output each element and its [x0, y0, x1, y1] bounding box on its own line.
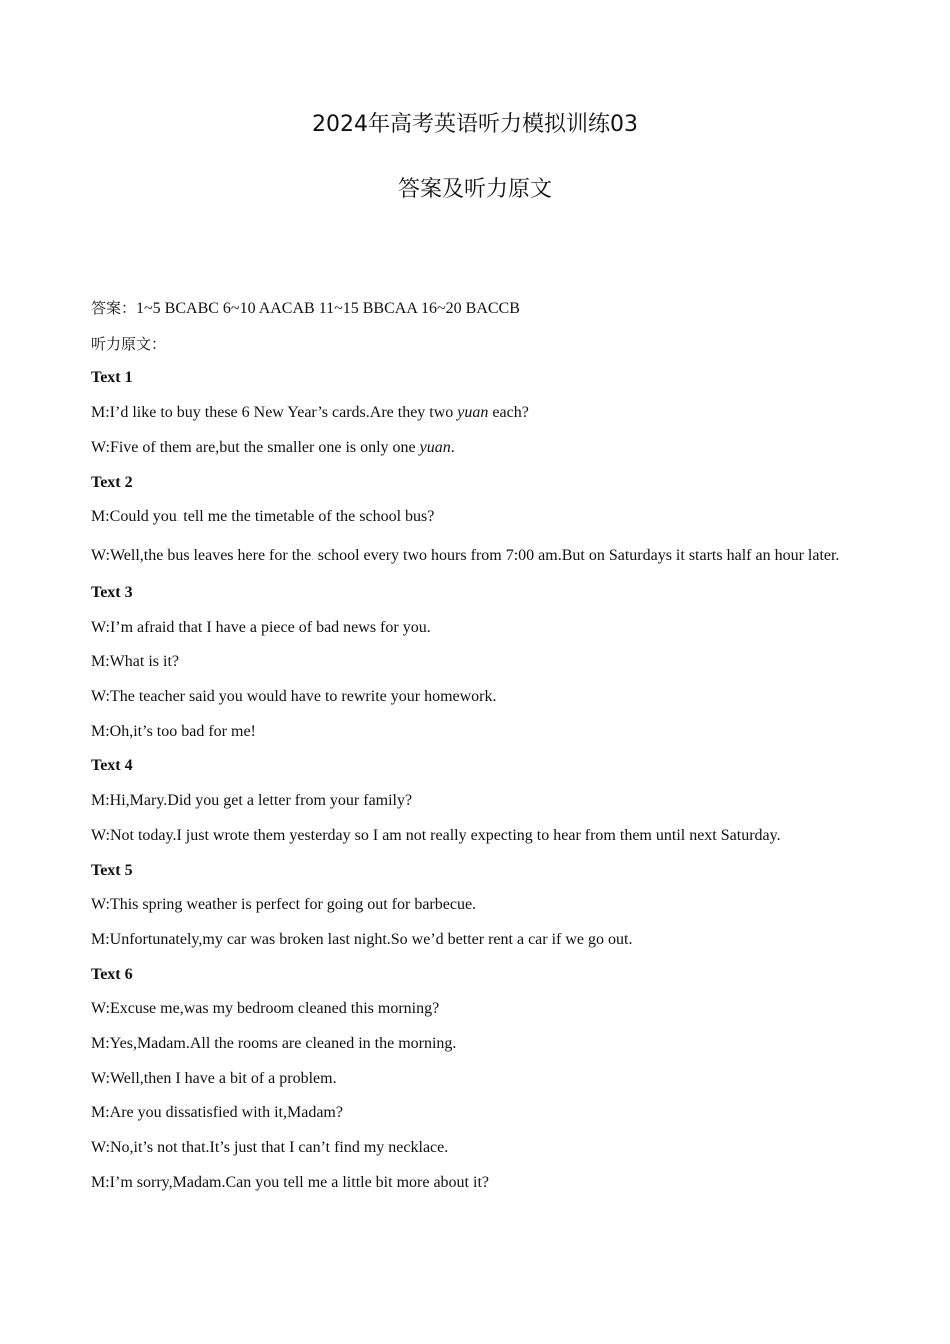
dialogue-line: W:No,it’s not that.It’s just that I can’t find my necklace. [91, 1139, 449, 1157]
dialogue-line: W:Excuse me,was my bedroom cleaned this morning? [91, 1000, 440, 1018]
section-heading: Text 5 [91, 861, 133, 879]
section-heading: Text 3 [91, 583, 133, 601]
dialogue-line: M:What is it? [91, 653, 179, 671]
transcript-label: 听力原文： [91, 334, 167, 353]
answers-value: 1~5 BCABC 6~10 AACAB 11~15 BBCAA 16~20 BACCB [136, 300, 520, 317]
dialogue-line: W:The teacher said you would have to rewrite your homework. [91, 688, 497, 706]
dialogue-line: W:Not today.I just wrote them yesterday so I am not really expecting to hear from them until next Saturday. [91, 826, 781, 844]
dialogue-line: M:Are you dissatisfied with it,Madam? [91, 1104, 343, 1122]
dialogue-line: M:Could you. tell me the timetable of the school bus? [91, 508, 435, 526]
section-heading: Text 6 [91, 965, 133, 983]
dialogue-line: W:Well,the bus leaves here for the. school every two hours from 7:00 am.But on Saturdays it starts half an hour later. [91, 546, 840, 564]
dialogue-line: M:Yes,Madam.All the rooms are cleaned in the morning. [91, 1035, 457, 1053]
edit-mark: . [176, 513, 180, 525]
dialogue-line: M:I’m sorry,Madam.Can you tell me a little bit more about it? [91, 1173, 489, 1191]
answers-line [91, 291, 859, 327]
document-title: 2024年高考英语听力模拟训练03 [312, 112, 638, 137]
edit-mark: . [311, 551, 314, 563]
dialogue-line: M:Oh,it’s too bad for me! [91, 722, 256, 740]
dialogue-line: M:Hi,Mary.Did you get a letter from your family? [91, 792, 413, 810]
dialogue-line: W:This spring weather is perfect for going out for barbecue. [91, 896, 477, 914]
section-heading: Text 2 [91, 473, 133, 491]
dialogue-line: M:I’d like to buy these 6 New Year’s cards.Are they two yuan each? [91, 404, 529, 422]
dialogue-line: M:Unfortunately,my car was broken last night.So we’d better rent a car if we go out. [91, 930, 633, 948]
document-subtitle: 答案及听力原文 [397, 177, 552, 202]
dialogue-line: W:I’m afraid that I have a piece of bad news for you. [91, 618, 431, 636]
section-heading: Text 1 [91, 369, 133, 387]
answers-label: 答案： [91, 299, 137, 317]
document-body [91, 291, 859, 1201]
dialogue-line: W:Five of them are,but the smaller one is only one yuan. [91, 438, 455, 456]
section-heading: Text 4 [91, 757, 133, 775]
dialogue-line: W:Well,then I have a bit of a problem. [91, 1069, 337, 1087]
